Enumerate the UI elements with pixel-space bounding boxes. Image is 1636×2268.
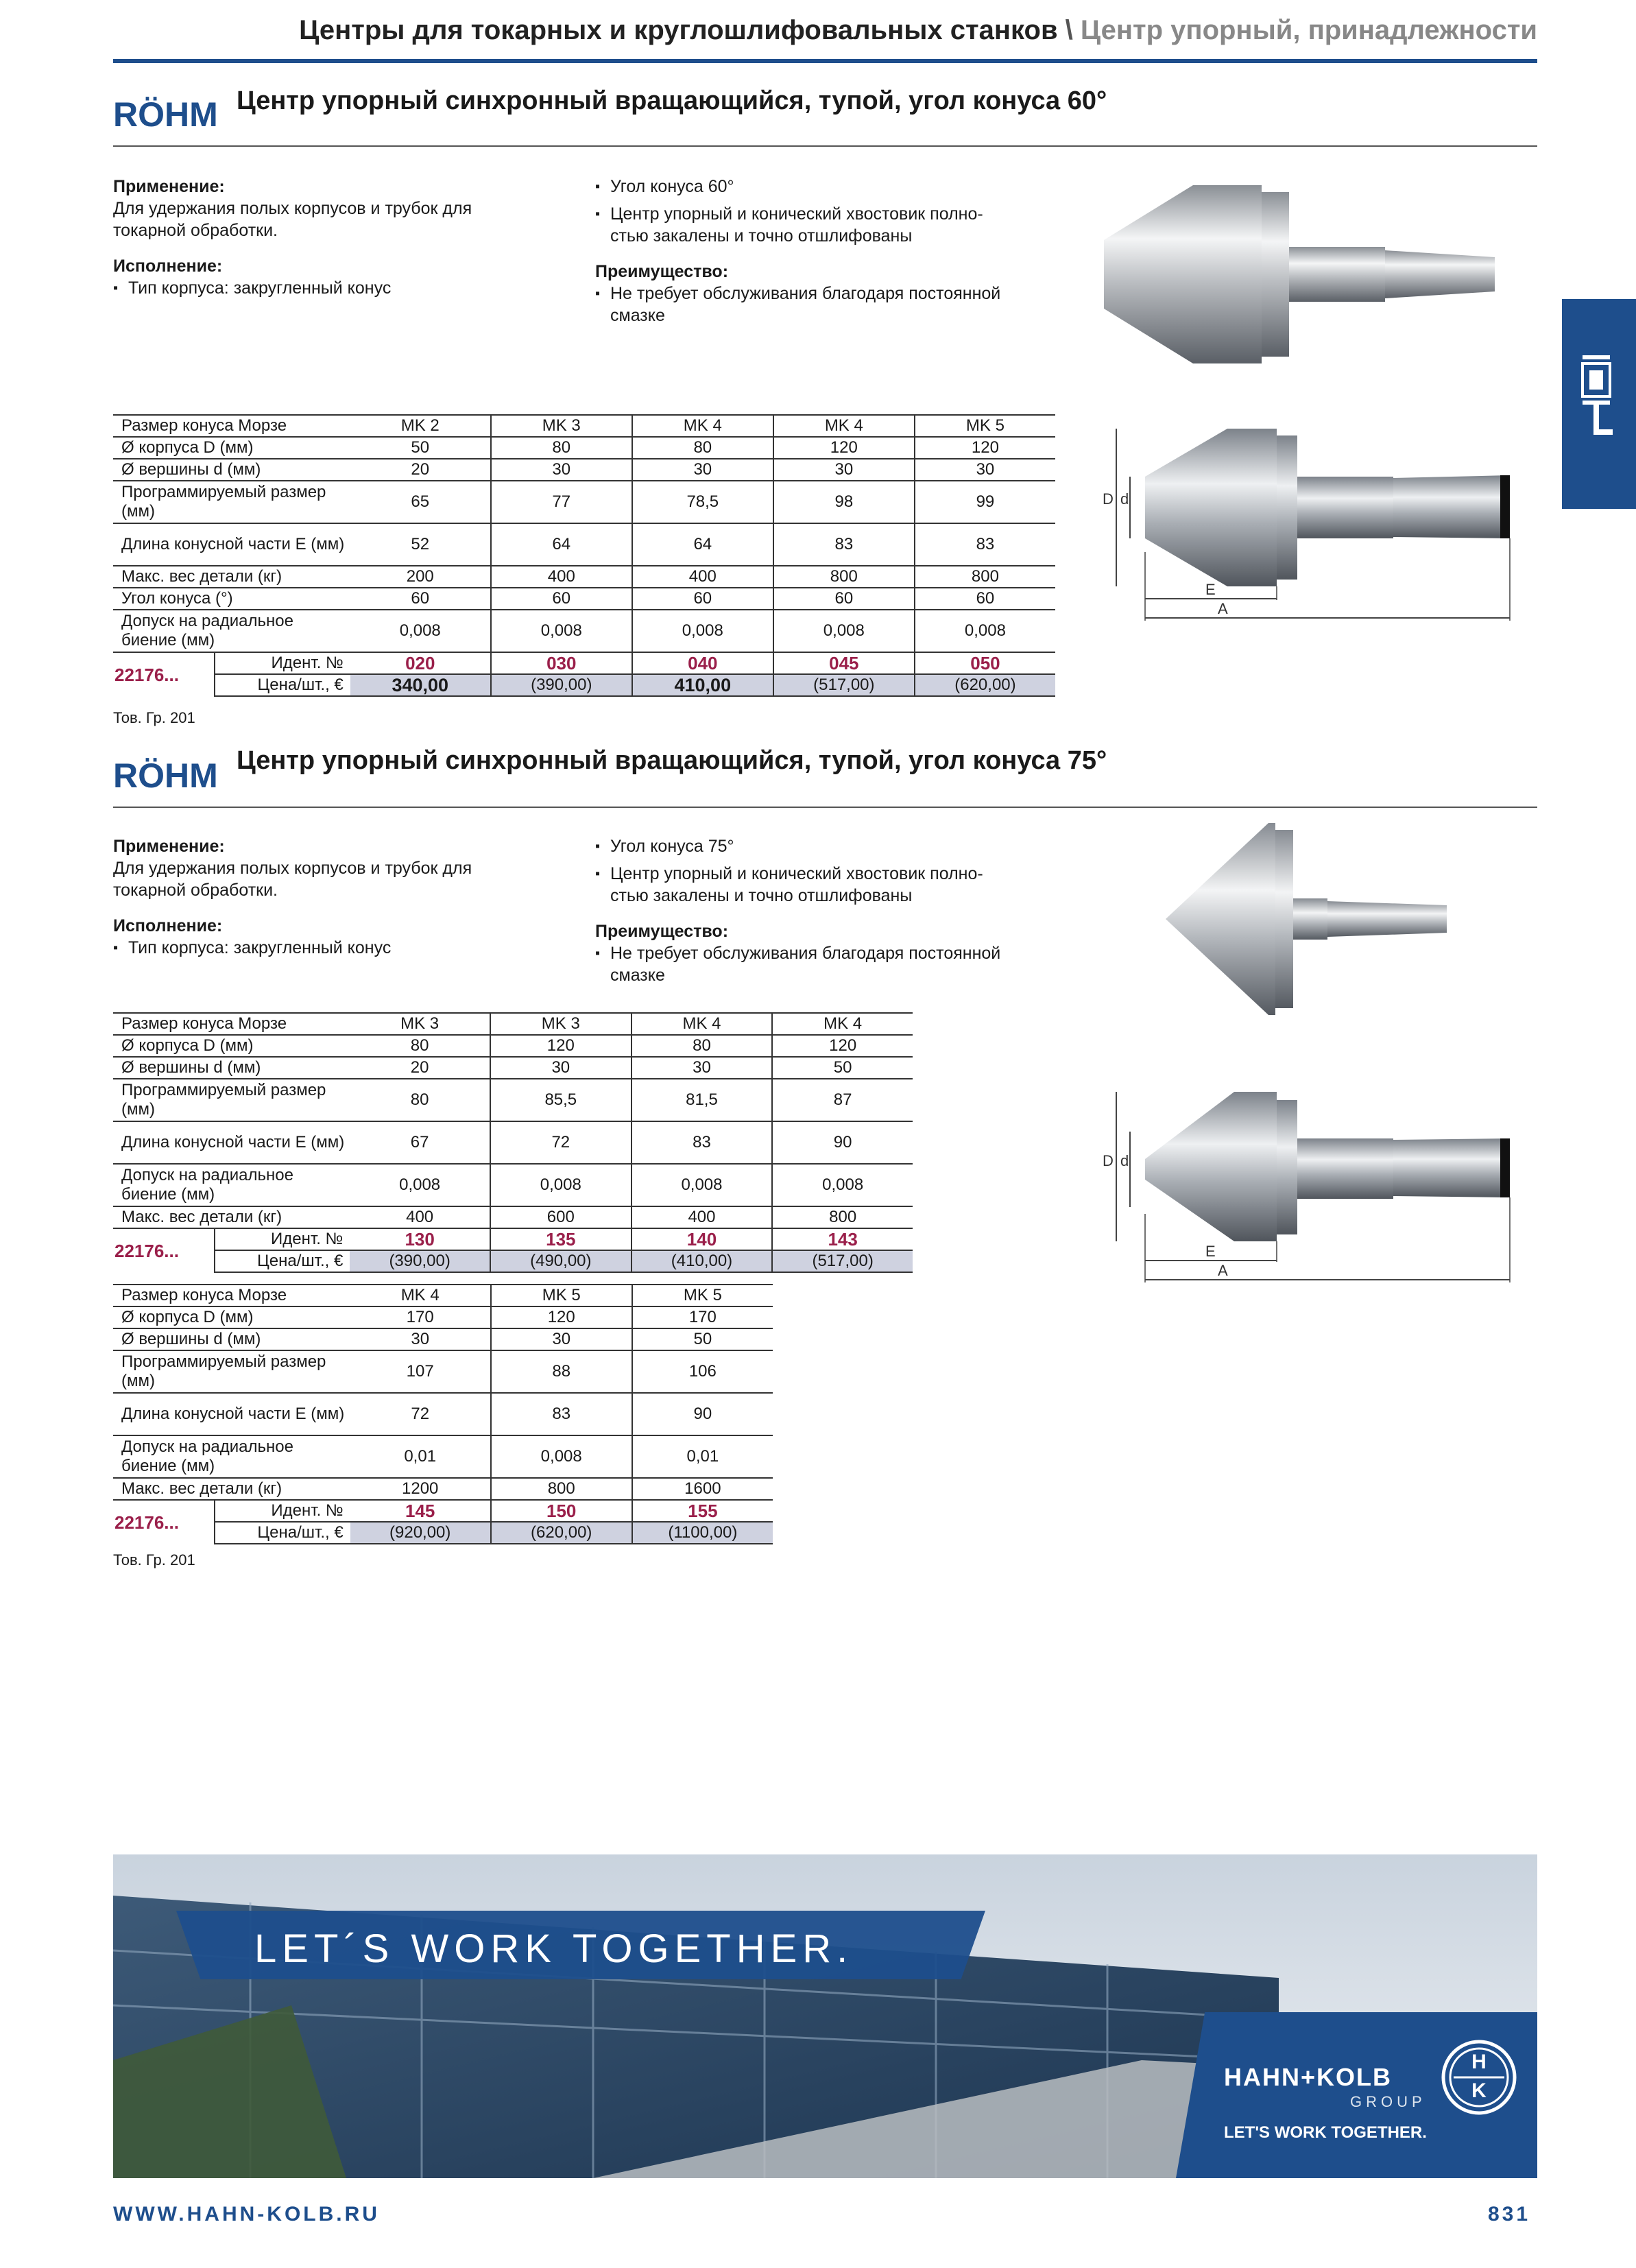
cell: 72 xyxy=(490,1121,631,1164)
header-main-title: Центры для токарных и круглошлифовальных станков xyxy=(299,15,1058,45)
ident-label: Идент. № xyxy=(215,1228,350,1250)
row-label: Программируемый размер (мм) xyxy=(113,481,350,523)
spec-table-75-a xyxy=(113,1012,913,1273)
cell: 1600 xyxy=(632,1478,773,1500)
feature-item-cont: стью закалены и точно отшлифованы xyxy=(610,226,913,246)
cell: 83 xyxy=(491,1393,632,1435)
dim-D: D xyxy=(1103,490,1114,508)
page-header-title xyxy=(115,15,1537,46)
cell: MK 5 xyxy=(632,1285,773,1306)
ident-cell[interactable]: 135 xyxy=(490,1228,631,1250)
table-row xyxy=(113,1164,913,1206)
cell: 85,5 xyxy=(490,1079,631,1121)
row-label: Размер конуса Морзе xyxy=(113,1285,350,1306)
table-row xyxy=(113,1393,773,1435)
cell: 30 xyxy=(491,1328,632,1350)
article-code: 22176... xyxy=(115,1240,179,1261)
section2-features xyxy=(595,835,1089,986)
table-row xyxy=(113,610,1055,652)
application-text: Для удержания полых корпусов и трубок для xyxy=(113,859,472,878)
roehm-logo-text: RÖHM xyxy=(113,757,218,791)
ident-cell[interactable]: 050 xyxy=(915,652,1055,674)
price-label: Цена/шт., € xyxy=(215,674,350,696)
cell: 0,01 xyxy=(632,1435,773,1478)
cell: 0,008 xyxy=(350,610,491,652)
cell: 81,5 xyxy=(631,1079,773,1121)
execution-heading: Исполнение: xyxy=(113,256,223,276)
ident-label: Идент. № xyxy=(215,1500,350,1522)
cell: 50 xyxy=(350,437,491,459)
table-row-price xyxy=(113,1250,913,1272)
advantage-item-cont: смазке xyxy=(610,306,665,325)
cell: 400 xyxy=(350,1206,490,1228)
table-row xyxy=(113,1478,773,1500)
advantage-item-cont: смазке xyxy=(610,966,665,985)
feature-item: ▪ Центр упорный и конический хвостовик полно- xyxy=(595,203,1089,225)
cell: 30 xyxy=(632,459,773,481)
spec-table-60 xyxy=(113,414,1055,697)
row-label: Ø корпуса D (мм) xyxy=(113,1306,350,1328)
price-cell: (517,00) xyxy=(773,674,915,696)
ident-cell[interactable]: 155 xyxy=(632,1500,773,1522)
section2-title: Центр упорный синхронный вращающийся, тупой, угол конуса 75° xyxy=(237,746,1107,775)
table-row xyxy=(113,566,1055,588)
ident-cell[interactable]: 045 xyxy=(773,652,915,674)
cell: 87 xyxy=(772,1079,913,1121)
dim-E: E xyxy=(1205,1243,1216,1260)
cell: 120 xyxy=(490,1035,631,1057)
product-group-note: Тов. Гр. 201 xyxy=(113,1551,195,1568)
cell: MK 5 xyxy=(491,1285,632,1306)
cell: 400 xyxy=(632,566,773,588)
price-label: Цена/шт., € xyxy=(215,1250,350,1272)
application-text: Для удержания полых корпусов и трубок для xyxy=(113,199,472,218)
cell: 0,008 xyxy=(773,610,915,652)
cell: MK 3 xyxy=(491,415,632,437)
table-row xyxy=(113,1035,913,1057)
row-label: Ø корпуса D (мм) xyxy=(113,437,350,459)
price-cell: (390,00) xyxy=(491,674,632,696)
row-label: Программируемый размер (мм) xyxy=(113,1079,350,1121)
roehm-logo xyxy=(113,96,228,130)
cell: 0,01 xyxy=(350,1435,491,1478)
dim-A: A xyxy=(1218,600,1228,617)
cell: 90 xyxy=(632,1393,773,1435)
row-label: Ø вершины d (мм) xyxy=(113,1057,350,1079)
cell: 83 xyxy=(773,523,915,566)
monogram-top: H xyxy=(1471,2051,1487,2073)
cell: 80 xyxy=(631,1035,773,1057)
cell: 800 xyxy=(773,566,915,588)
cell: 67 xyxy=(350,1121,490,1164)
execution-heading: Исполнение: xyxy=(113,916,223,935)
product-photo-60 xyxy=(1097,158,1522,384)
ident-cell[interactable]: 020 xyxy=(350,652,491,674)
row-label: Ø корпуса D (мм) xyxy=(113,1035,350,1057)
price-cell: (620,00) xyxy=(491,1522,632,1544)
table-row xyxy=(113,1285,773,1306)
cell: 64 xyxy=(491,523,632,566)
cell: 30 xyxy=(631,1057,773,1079)
price-cell: (390,00) xyxy=(350,1250,490,1272)
product-photo-75 xyxy=(1159,816,1460,1022)
ident-cell[interactable]: 030 xyxy=(491,652,632,674)
cell: 52 xyxy=(350,523,491,566)
feature-item: ▪ Центр упорный и конический хвостовик полно- xyxy=(595,863,1089,885)
cell: 800 xyxy=(915,566,1055,588)
section1-title: Центр упорный синхронный вращающийся, тупой, угол конуса 60° xyxy=(237,86,1107,115)
table-row xyxy=(113,1206,913,1228)
cell: 60 xyxy=(350,588,491,610)
technical-drawing-75 xyxy=(1097,1077,1536,1289)
cell: 0,008 xyxy=(491,610,632,652)
cell: 60 xyxy=(915,588,1055,610)
article-code: 22176... xyxy=(115,664,179,685)
cell: 98 xyxy=(773,481,915,523)
cell: 50 xyxy=(632,1328,773,1350)
table-row xyxy=(113,1328,773,1350)
cell: 200 xyxy=(350,566,491,588)
advantage-heading: Преимущество: xyxy=(595,922,729,941)
lathe-center-icon xyxy=(1562,299,1636,509)
ident-label: Идент. № xyxy=(215,652,350,674)
row-label: Допуск на радиальное биение (мм) xyxy=(113,610,350,652)
cell: 170 xyxy=(350,1306,491,1328)
cell: 1200 xyxy=(350,1478,491,1500)
cell: 30 xyxy=(490,1057,631,1079)
section1-application xyxy=(113,176,579,299)
table-row xyxy=(113,1079,913,1121)
header-rule xyxy=(113,59,1537,63)
row-label: Допуск на радиальное биение (мм) xyxy=(113,1435,350,1478)
ident-cell[interactable]: 130 xyxy=(350,1228,490,1250)
cell: 78,5 xyxy=(632,481,773,523)
execution-item: ▪ Тип корпуса: закругленный конус xyxy=(113,277,579,299)
cell: 30 xyxy=(773,459,915,481)
price-cell: (920,00) xyxy=(350,1522,491,1544)
table-row-ident xyxy=(113,652,1055,674)
row-label: Длина конусной части E (мм) xyxy=(113,523,350,566)
price-label: Цена/шт., € xyxy=(215,1522,350,1544)
cell: 400 xyxy=(631,1206,773,1228)
section-side-tab[interactable] xyxy=(1562,299,1636,509)
cell: 80 xyxy=(632,437,773,459)
table-row-ident xyxy=(113,1228,913,1250)
row-label: Программируемый размер (мм) xyxy=(113,1350,350,1393)
cell: 60 xyxy=(632,588,773,610)
cell: 400 xyxy=(491,566,632,588)
section1-features xyxy=(595,176,1089,326)
banner-slogan: LET´S WORK TOGETHER. xyxy=(254,1926,854,1971)
cell: 50 xyxy=(772,1057,913,1079)
cell: 60 xyxy=(773,588,915,610)
cell: 106 xyxy=(632,1350,773,1393)
feature-item: ▪ Угол конуса 60° xyxy=(595,176,1089,198)
feature-item: ▪ Угол конуса 75° xyxy=(595,835,1089,857)
brand-slogan: LET'S WORK TOGETHER. xyxy=(1224,2123,1427,2142)
row-label: Длина конусной части E (мм) xyxy=(113,1393,350,1435)
price-cell: (410,00) xyxy=(631,1250,773,1272)
section2-rule xyxy=(113,807,1537,808)
advertising-banner[interactable] xyxy=(113,1854,1537,2178)
table-row-price xyxy=(113,674,1055,696)
cell: 60 xyxy=(491,588,632,610)
cell: 88 xyxy=(491,1350,632,1393)
table-row xyxy=(113,1057,913,1079)
application-text: токарной обработки. xyxy=(113,881,278,900)
row-label: Размер конуса Морзе xyxy=(113,415,350,437)
cell: 20 xyxy=(350,459,491,481)
cell: 120 xyxy=(915,437,1055,459)
footer-website-link[interactable]: WWW.HAHN-KOLB.RU xyxy=(113,2203,380,2225)
price-cell: 410,00 xyxy=(632,674,773,696)
cell: 0,008 xyxy=(491,1435,632,1478)
technical-drawing-60 xyxy=(1097,415,1536,628)
dim-E: E xyxy=(1205,581,1216,598)
product-group-note: Тов. Гр. 201 xyxy=(113,709,195,726)
row-label: Ø вершины d (мм) xyxy=(113,1328,350,1350)
advantage-item: ▪ Не требует обслуживания благодаря постоянной xyxy=(595,283,1089,305)
page-number: 831 xyxy=(1488,2203,1531,2225)
cell: 0,008 xyxy=(632,610,773,652)
hk-monogram-icon xyxy=(1440,2038,1518,2116)
cell: 65 xyxy=(350,481,491,523)
cell: 20 xyxy=(350,1057,490,1079)
cell: MK 5 xyxy=(915,415,1055,437)
cell: 80 xyxy=(491,437,632,459)
row-label: Макс. вес детали (кг) xyxy=(113,566,350,588)
cell: MK 4 xyxy=(772,1013,913,1035)
row-label: Угол конуса (°) xyxy=(113,588,350,610)
cell: MK 3 xyxy=(350,1013,490,1035)
table-row xyxy=(113,437,1055,459)
price-cell: (620,00) xyxy=(915,674,1055,696)
article-code: 22176... xyxy=(115,1512,179,1533)
cell: 30 xyxy=(491,459,632,481)
cell: MK 4 xyxy=(632,415,773,437)
table-row xyxy=(113,459,1055,481)
section2-application xyxy=(113,835,579,959)
header-separator: \ xyxy=(1065,15,1073,45)
cell: 120 xyxy=(491,1306,632,1328)
cell: MK 4 xyxy=(773,415,915,437)
dim-d: d xyxy=(1120,490,1129,508)
dim-D: D xyxy=(1103,1152,1114,1169)
cell: 800 xyxy=(772,1206,913,1228)
cell: MK 2 xyxy=(350,415,491,437)
cell: 83 xyxy=(915,523,1055,566)
price-cell: (490,00) xyxy=(490,1250,631,1272)
table-row xyxy=(113,1013,913,1035)
cell: 800 xyxy=(491,1478,632,1500)
dim-d: d xyxy=(1120,1152,1129,1169)
row-label: Макс. вес детали (кг) xyxy=(113,1478,350,1500)
row-label: Ø вершины d (мм) xyxy=(113,459,350,481)
table-row xyxy=(113,1350,773,1393)
section1-rule xyxy=(113,145,1537,147)
ident-cell[interactable]: 140 xyxy=(631,1228,773,1250)
row-label: Макс. вес детали (кг) xyxy=(113,1206,350,1228)
cell: 120 xyxy=(773,437,915,459)
feature-item-cont: стью закалены и точно отшлифованы xyxy=(610,886,913,905)
cell: 107 xyxy=(350,1350,491,1393)
cell: 30 xyxy=(350,1328,491,1350)
application-text: токарной обработки. xyxy=(113,221,278,240)
table-row-ident xyxy=(113,1500,773,1522)
brand-name: HAHN+KOLB xyxy=(1224,2063,1393,2091)
table-row xyxy=(113,415,1055,437)
table-row xyxy=(113,588,1055,610)
row-label: Допуск на радиальное биение (мм) xyxy=(113,1164,350,1206)
cell: 77 xyxy=(491,481,632,523)
cell: 0,008 xyxy=(772,1164,913,1206)
row-label: Размер конуса Морзе xyxy=(113,1013,350,1035)
monogram-bottom: K xyxy=(1471,2079,1487,2102)
cell: 0,008 xyxy=(915,610,1055,652)
brand-group: GROUP xyxy=(1350,2093,1426,2110)
cell: 170 xyxy=(632,1306,773,1328)
cell: 600 xyxy=(490,1206,631,1228)
execution-item: ▪ Тип корпуса: закругленный конус xyxy=(113,937,579,959)
cell: 0,008 xyxy=(490,1164,631,1206)
table-row xyxy=(113,523,1055,566)
cell: 30 xyxy=(915,459,1055,481)
row-label: Длина конусной части E (мм) xyxy=(113,1121,350,1164)
roehm-logo xyxy=(113,757,228,791)
cell: 0,008 xyxy=(631,1164,773,1206)
application-heading: Применение: xyxy=(113,177,225,196)
table-row xyxy=(113,1435,773,1478)
header-subtitle: Центр упорный, принадлежности xyxy=(1080,15,1537,45)
cell: 80 xyxy=(350,1035,490,1057)
cell: 90 xyxy=(772,1121,913,1164)
cell: 64 xyxy=(632,523,773,566)
cell: 0,008 xyxy=(350,1164,490,1206)
ident-cell[interactable]: 040 xyxy=(632,652,773,674)
table-row xyxy=(113,481,1055,523)
roehm-logo-text: RÖHM xyxy=(113,96,218,130)
ident-cell[interactable]: 145 xyxy=(350,1500,491,1522)
cell: MK 4 xyxy=(350,1285,491,1306)
dim-A: A xyxy=(1218,1262,1228,1279)
cell: 80 xyxy=(350,1079,490,1121)
cell: 72 xyxy=(350,1393,491,1435)
cell: MK 3 xyxy=(490,1013,631,1035)
price-cell: 340,00 xyxy=(350,674,491,696)
table-row xyxy=(113,1121,913,1164)
ident-cell[interactable]: 150 xyxy=(491,1500,632,1522)
price-cell: (517,00) xyxy=(772,1250,913,1272)
cell: 120 xyxy=(772,1035,913,1057)
advantage-item: ▪ Не требует обслуживания благодаря постоянной xyxy=(595,942,1089,964)
application-heading: Применение: xyxy=(113,837,225,856)
cell: MK 4 xyxy=(631,1013,773,1035)
ident-cell[interactable]: 143 xyxy=(772,1228,913,1250)
price-cell: (1100,00) xyxy=(632,1522,773,1544)
spec-table-75-b xyxy=(113,1284,773,1544)
cell: 99 xyxy=(915,481,1055,523)
advantage-heading: Преимущество: xyxy=(595,262,729,281)
table-row xyxy=(113,1306,773,1328)
cell: 83 xyxy=(631,1121,773,1164)
